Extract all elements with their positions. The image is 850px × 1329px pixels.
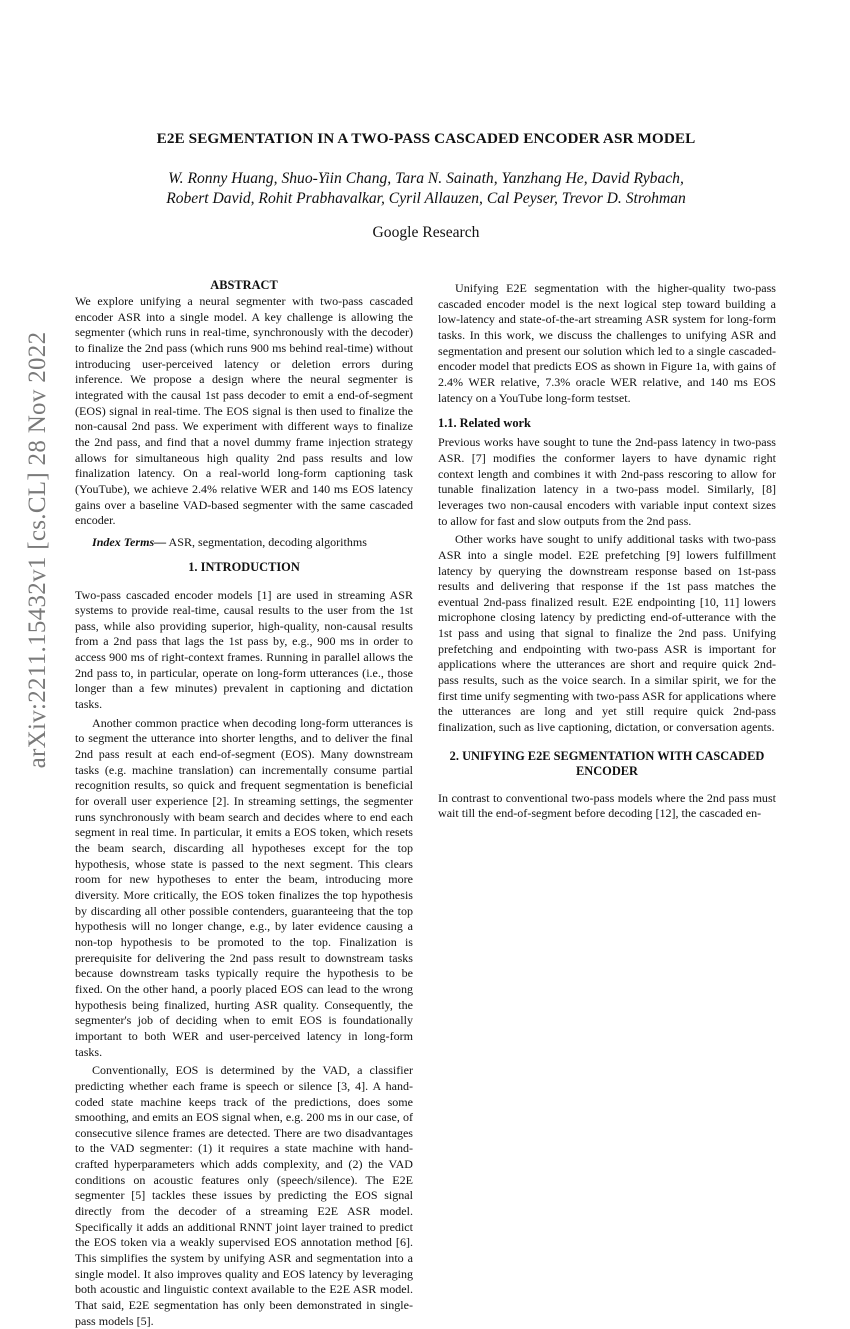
related-paragraph-1: Previous works have sought to tune the 2nd-pass latency in two-pass ASR. [7] modifies the conformer layers to have dynamic right context length and combines it with 2nd-pass rescoring to allow for tunable finalization latency in a two-pass model. Similarly, [8] leverages two non-causal encoders with variable input context sizes to allow for fast and slow outputs from the 2nd pass.: [438, 435, 776, 528]
intro-paragraph-4: Unifying E2E segmentation with the higher-quality two-pass cascaded encoder model is the next logical step toward building a low-latency and state-of-the-art streaming ASR system for long-form tasks. In this work, we discuss the challenges to unifying ASR and segmentation and present our solution which led to a single cascaded-encoder model that predicts EOS as shown in Figure 1a, with gains of 2.4% WER relative, 7.3% oracle WER relative, and 140 ms EOS latency on a YouTube long-form testset.: [438, 281, 776, 405]
paper-title: E2E SEGMENTATION IN A TWO-PASS CASCADED ENCODER ASR MODEL: [156, 130, 696, 147]
index-terms-text: ASR, segmentation, decoding algorithms: [168, 534, 367, 549]
abstract-heading: ABSTRACT: [210, 278, 278, 292]
section-2-heading-line-2: ENCODER: [576, 763, 638, 778]
section-2-heading-line-1: 2. UNIFYING E2E SEGMENTATION WITH CASCADED: [449, 748, 765, 763]
intro-paragraph-2: Another common practice when decoding long-form utterances is to segment the utterance into shorter lengths, and to deliver the final 2nd pass result at each end-of-segment (EOS). Many downstream tasks (e.g. machine translation) can incrementally consume partial recognition results, so quick and frequent segmentation is beneficial for overall user experience [2]. In streaming settings, the segmenter runs synchronously with beam search and decides where to end each segment in real time. In particular, it emits a EOS token, which resets the beam search, discarding all hypotheses except for the top hypothesis, whose state is passed to the next segment. This clears room for new hypotheses to enter the beam, introducing more diversity. More critically, the EOS token finalizes the top hypothesis by discarding all other possible contenders, guaranteeing that the top hypothesis will no longer change, e.g., by later evidence causing a non-top hypothesis to be promoted to the top. Finalization is prerequisite for delivering the 2nd pass result to downstream tasks because downstream tasks typically require the hypothesis to be fixed. On the other hand, a poorly placed EOS can lead to the wrong hypothesis being finalized, hurting ASR quality. Consequently, the segmenter's job of deciding when to emit EOS is foundationally important to both WER and user-perceived latency in long-form tasks.: [75, 715, 413, 1059]
affiliation: Google Research: [372, 224, 480, 241]
index-terms-label: Index Terms—: [92, 534, 167, 549]
intro-paragraph-3: Conventionally, EOS is determined by the VAD, a classifier predicting whether each frame is speech or silence [3, 4]. A hand-coded state machine keeps track of the predictions, does some smoothing, and emits an EOS signal when, e.g. 200 ms in our case, of consecutive silence frames are detected. There are two disadvantages to the VAD segmenter: (1) it requires a state machine with hand-crafted hyperparameters which adds complexity, and (2) the VAD conditions on acoustic features only (speech/silence). The E2E segmenter [5] tackles these issues by predicting the EOS signal directly from the decoder of a streaming E2E ASR model. Specifically it adds an additional RNNT joint layer trained to predict the EOS token via a weakly supervised EOS annotation method [6]. This simplifies the system by unifying ASR and segmentation into a single model. It also improves quality and EOS latency by leveraging both acoustic and linguistic context available to the E2E ASR model. That said, E2E segmentation has only been demonstrated in single-pass models [5].: [75, 1063, 413, 1328]
intro-paragraph-1: Two-pass cascaded encoder models [1] are used in streaming ASR systems to provide real-time, causal results to the user from the 1st pass, while also providing superior, high-quality, non-causal results from a 2nd pass that lags the 1st pass by, e.g., 900 ms in order to access 900 ms of right-context frames. Running in parallel allows the 2nd pass to, in particular, operate on long-form utterances (i.e., those longer than a few minutes) prevalent in captioning and dictation tasks.: [75, 587, 413, 712]
index-terms: [75, 535, 413, 551]
author-line-2: Robert David, Rohit Prabhavalkar, Cyril Allauzen, Cal Peyser, Trevor D. Strohman: [166, 190, 686, 207]
right-column: [438, 278, 776, 822]
left-column: [75, 278, 413, 1329]
section-2-heading: [438, 749, 776, 779]
author-line-1: W. Ronny Huang, Shuo-Yiin Chang, Tara N. Sainath, Yanzhang He, David Rybach,: [168, 170, 684, 187]
related-work-heading: 1.1. Related work: [438, 416, 531, 431]
arxiv-identifier: arXiv:2211.15432v1 [cs.CL] 28 Nov 2022: [24, 331, 51, 769]
intro-heading: 1. INTRODUCTION: [188, 559, 300, 574]
author-list: [75, 169, 777, 209]
section-2-paragraph-1: In contrast to conventional two-pass models where the 2nd pass must wait till the end-of-segment before decoding [12], the cascaded en-: [438, 790, 776, 821]
abstract-text: We explore unifying a neural segmenter with two-pass cascaded encoder ASR into a single model. A key challenge is allowing the segmenter (which runs in real-time, synchronously with the decoder) to finalize the 2nd pass (which runs 900 ms behind real-time) without introducing user-perceived latency or deletion errors during inference. We propose a design where the neural segmenter is integrated with the causal 1st pass decoder to emit a end-of-segment (EOS) signal in real-time. The EOS signal is then used to finalize the non-causal 2nd pass. We experiment with different ways to finalize the 2nd pass, and find that a novel dummy frame injection strategy allows for simultaneous high quality 2nd pass results and low finalization latency. On a real-world long-form captioning task (YouTube), we achieve 2.4% relative WER and 140 ms EOS latency gains over a baseline VAD-based segmenter with the same cascaded encoder.: [75, 294, 413, 528]
related-paragraph-2: Other works have sought to unify additional tasks with two-pass ASR into a single model. E2E prefetching [9] lowers fulfillment latency by querying the downstream response based on 1st-pass results and delivering that response if the 1st pass matches the eventual 2nd-pass finalized result. E2E endpointing [10, 11] lowers microphone closing latency by predicting end-of-utterance with the 1st pass and using that signal to finalize the 2nd pass. Unifying prefetching and endpointing with two-pass ASR is important for applications where the utterances are short and require quick 2nd-pass results, such as the voice search. In a similar spirit, we for the first time unify segmenting with two-pass ASR for applications where the utterances are long and yet still require quick 2nd-pass finalization, such as live captioning, dictation, or conversation agents.: [438, 532, 776, 735]
